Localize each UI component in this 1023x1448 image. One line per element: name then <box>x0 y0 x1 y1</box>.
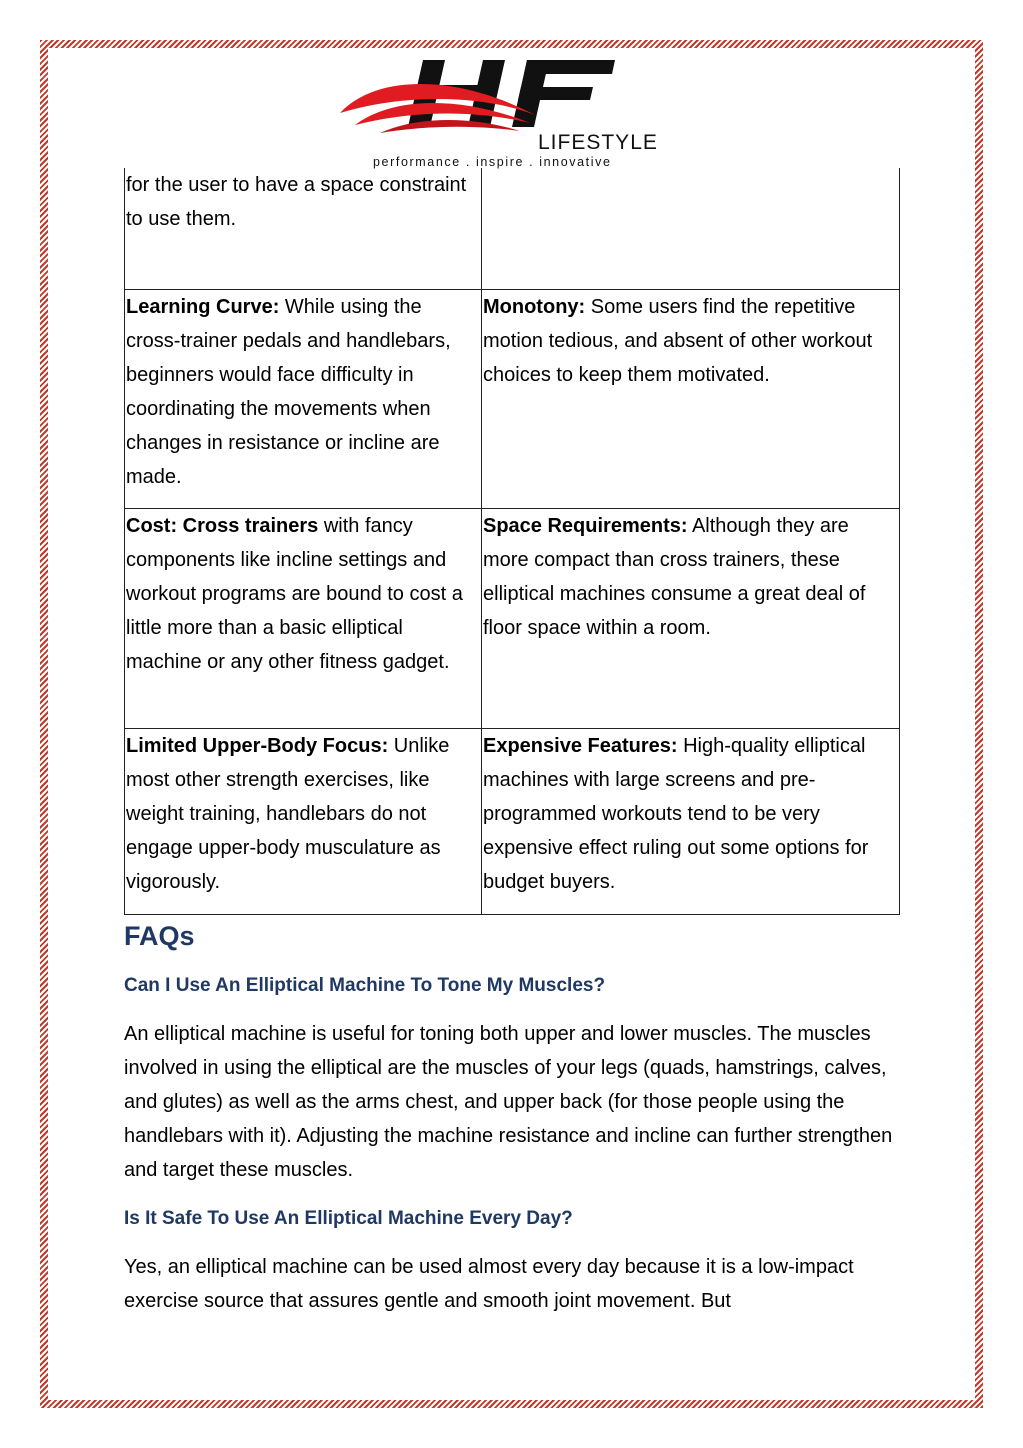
cell-label: Monotony: <box>483 295 586 318</box>
table-cell <box>482 168 900 289</box>
cell-text: Although they are more compact than cross trainers, these elliptical machines consume a great deal of floor space within a room. <box>483 514 866 639</box>
table-cell <box>482 728 900 914</box>
faq-answer: An elliptical machine is useful for toning both upper and lower muscles. The muscles involved in using the elliptical are the muscles of your legs (quads, hamstrings, calves, and glutes) as well as the arms chest, and upper back (for those people using the handlebars with it). Adjusting the machine resistance and incline can further strengthen and target these muscles. <box>124 1023 893 1181</box>
logo-tagline: performance . inspire . innovative <box>373 155 612 169</box>
faq-answer: Yes, an elliptical machine can be used almost every day because it is a low-impact exercise source that assures gentle and smooth joint movement. But <box>124 1256 854 1312</box>
cell-text: Some users find the repetitive motion tedious, and absent of other workout choices to keep them motivated. <box>483 295 873 386</box>
hf-lifestyle-logo <box>335 55 665 173</box>
table-cell <box>125 289 482 508</box>
table-cell <box>482 289 900 508</box>
cell-label: Limited Upper-Body Focus: <box>126 734 389 757</box>
table-cell <box>125 508 482 728</box>
table-cell <box>482 508 900 728</box>
cell-text: for the user to have a space constraint to use them. <box>126 174 467 230</box>
table-row <box>125 289 900 508</box>
cell-label: Expensive Features: <box>483 734 678 757</box>
cell-text: Unlike most other strength exercises, like weight training, handlebars do not engage upper-body musculature as vigorously. <box>126 734 450 893</box>
cell-label: Cost: Cross trainers <box>126 514 319 537</box>
faqs-heading: FAQs <box>124 921 195 951</box>
table-row <box>125 728 900 914</box>
cell-label: Learning Curve: <box>126 295 280 318</box>
cell-text: While using the cross-trainer pedals and handlebars, beginners would face difficulty in coordinating the movements when changes in resistance or incline are made. <box>126 295 451 488</box>
table-cell <box>125 168 482 289</box>
faq-question: Can I Use An Elliptical Machine To Tone My Muscles? <box>124 975 606 996</box>
cell-text: with fancy components like incline settings and workout programs are bound to cost a little more than a basic elliptical machine or any other fitness gadget. <box>126 514 463 673</box>
logo-name: LIFESTYLE <box>538 131 658 154</box>
faq-question: Is It Safe To Use An Elliptical Machine Every Day? <box>124 1208 573 1229</box>
table-row <box>125 168 900 289</box>
table-cell <box>125 728 482 914</box>
comparison-table <box>124 168 900 915</box>
cell-text: High-quality elliptical machines with large screens and pre-programmed workouts tend to be very expensive effect ruling out some options for budget buyers. <box>483 734 869 893</box>
cell-label: Space Requirements: <box>483 514 688 537</box>
table-row <box>125 508 900 728</box>
